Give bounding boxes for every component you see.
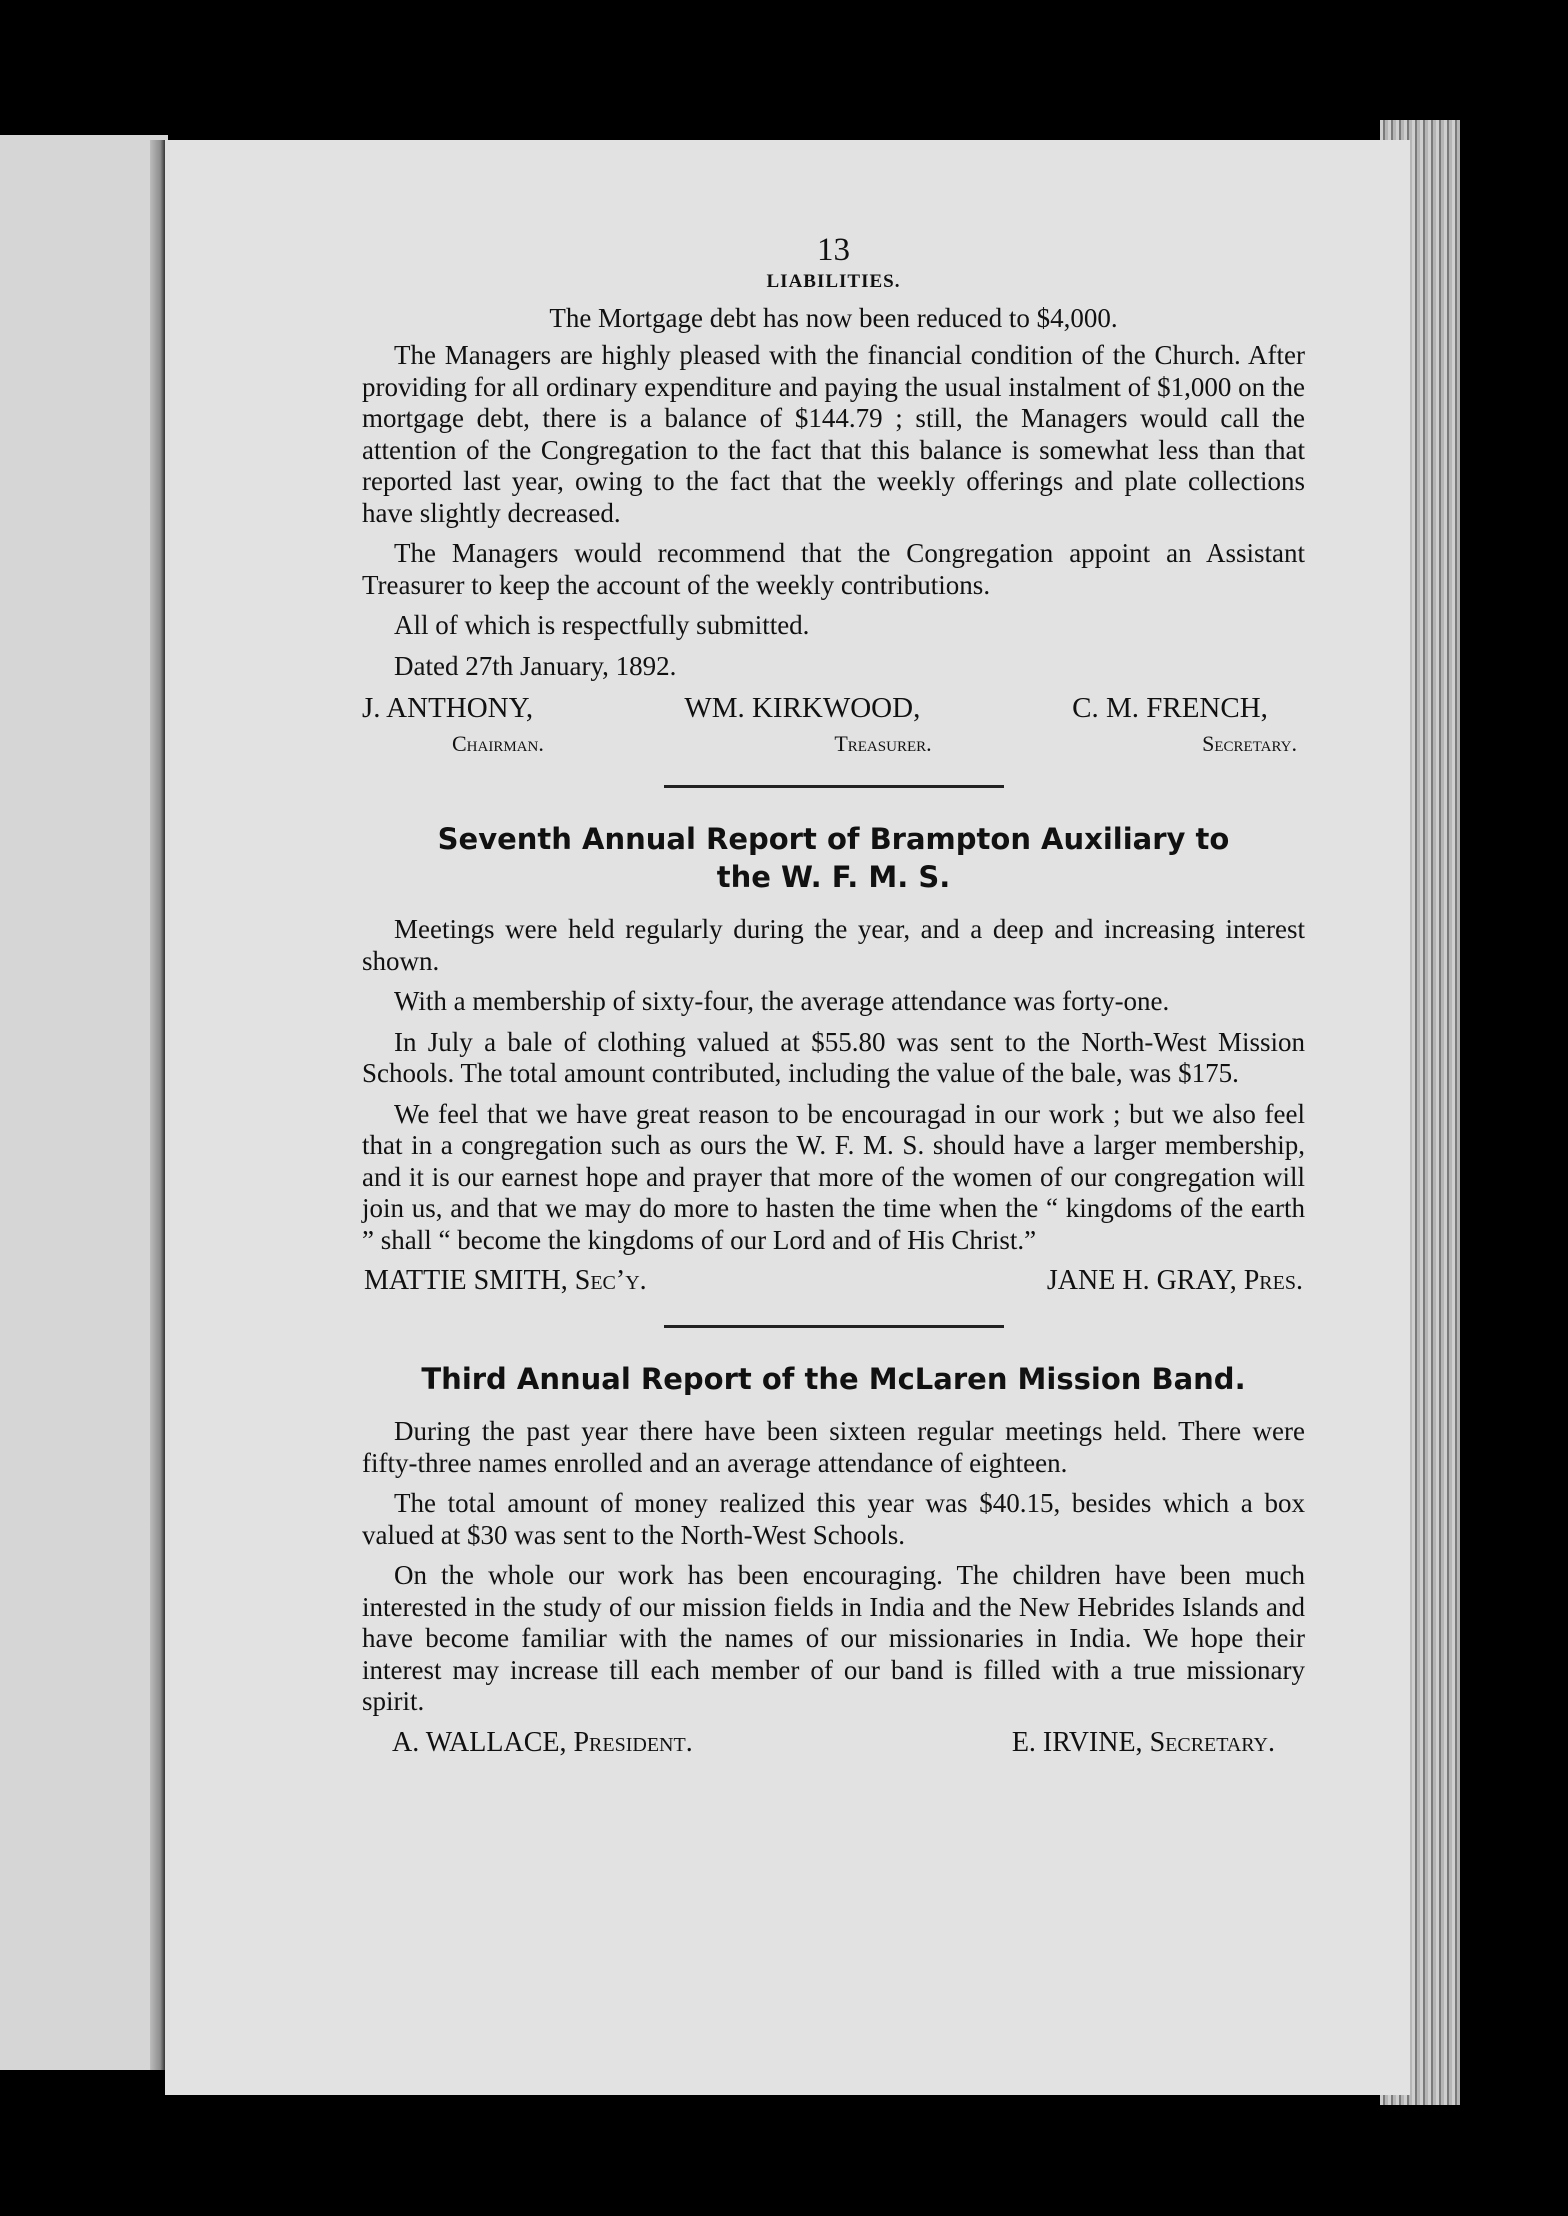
signature-name: J. ANTHONY,	[362, 692, 534, 724]
signature-president	[392, 1727, 693, 1759]
page-number: 13	[817, 232, 850, 268]
signature-name: A. WALLACE,	[392, 1726, 567, 1758]
mission-band-paragraph: During the past year there have been sixteen regular meetings held. There were fifty-three names enrolled and an average attendance of eighteen.	[362, 1416, 1305, 1478]
wfms-paragraph: We feel that we have great reason to be encouragad in our work ; but we also feel that in a congregation such as ours the W. F. M. S. should have a larger membership, and it is our earnest hope and prayer that more of the women of our congregation will join us, and that we may do more to hasten the time when the “ kingdoms of the earth ” shall “ become the kingdoms of our Lord and of His Christ.”	[362, 1098, 1305, 1255]
mission-band-signatures	[362, 1727, 1305, 1759]
wfms-report-title	[362, 820, 1305, 896]
liabilities-paragraph: The Managers are highly pleased with the financial condition of the Church. After providing for all ordinary expenditure and paying the usual instalment of $1,000 on the mortgage debt, there is a balance of $144.79 ; still, the Managers would call the attention of the Congregation to the fact that this balance is somewhat less than that reported last year, owing to the fact that the weekly offerings and plate collections have slightly decreased.	[362, 340, 1305, 528]
signature-name: JANE H. GRAY,	[1046, 1265, 1237, 1296]
signature-title: Treasurer.	[834, 731, 932, 756]
signature-title: Chairman.	[452, 731, 544, 756]
signature-president	[1047, 1265, 1303, 1297]
mission-band-paragraph: On the whole our work has been encouraging. The children have been much interested in the study of our mission fields in India and the New Hebrides Islands and have become familiar with the names of our missionaries in India. We hope their interest may increase till each member of our band is filled with a true missionary spirit.	[362, 1560, 1305, 1716]
signature-chairman	[362, 692, 544, 757]
liabilities-paragraph: All of which is respectfully submitted.	[394, 610, 810, 640]
wfms-paragraph: With a membership of sixty-four, the average attendance was forty-one.	[394, 986, 1170, 1016]
signature-role: Sec’y.	[574, 1265, 647, 1296]
signature-secretary	[1072, 692, 1297, 757]
mission-band-paragraph: The total amount of money realized this year was $40.15, besides which a box valued at $30 was sent to the North-West Schools.	[362, 1488, 1305, 1550]
signature-title: Secretary.	[1202, 731, 1297, 756]
page-content	[362, 232, 1305, 1759]
signature-secretary	[364, 1265, 647, 1297]
signature-name: MATTIE SMITH,	[364, 1265, 568, 1296]
signature-name: E. IRVINE,	[1011, 1726, 1143, 1758]
liabilities-heading: LIABILITIES.	[766, 271, 901, 292]
signature-name: WM. KIRKWOOD,	[684, 692, 921, 724]
signature-secretary	[1012, 1727, 1275, 1759]
signature-role: President.	[573, 1726, 693, 1758]
liabilities-paragraph: Dated 27th January, 1892.	[394, 650, 677, 681]
wfms-title-line: Seventh Annual Report of Brampton Auxiliary to	[437, 822, 1230, 856]
section-divider	[664, 785, 1004, 788]
wfms-paragraph: In July a bale of clothing valued at $55.80 was sent to the North-West Mission Schools. The total amount contributed, including the value of the bale, was $175.	[362, 1026, 1305, 1088]
wfms-title-line: the W. F. M. S.	[716, 860, 951, 894]
wfms-signatures	[362, 1265, 1305, 1297]
wfms-paragraph: Meetings were held regularly during the year, and a deep and increasing interest shown.	[362, 914, 1305, 976]
mortgage-line: The Mortgage debt has now been reduced to $4,000.	[549, 303, 1118, 333]
mission-band-report-title: Third Annual Report of the McLaren Mission Band.	[421, 1362, 1246, 1396]
liabilities-paragraph: The Managers would recommend that the Congregation appoint an Assistant Treasurer to keep the account of the weekly contributions.	[362, 538, 1305, 600]
signature-role: Secretary.	[1149, 1726, 1275, 1758]
signature-treasurer	[684, 692, 931, 757]
signature-role: Pres.	[1243, 1265, 1303, 1296]
page	[165, 140, 1410, 2095]
managers-signatures	[362, 692, 1305, 757]
signature-name: C. M. FRENCH,	[1072, 692, 1268, 724]
facing-page	[0, 135, 168, 2070]
section-divider	[664, 1325, 1004, 1328]
